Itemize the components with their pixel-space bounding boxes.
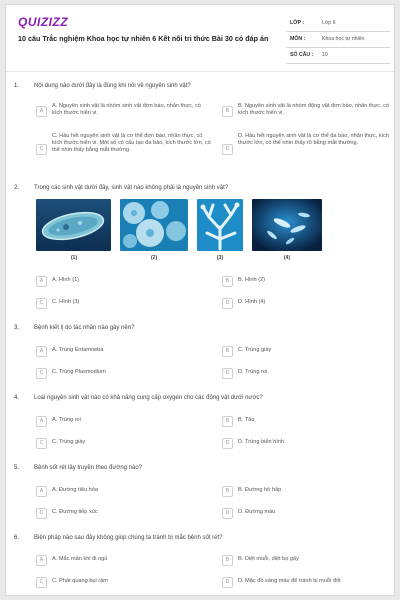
answer-option[interactable]: [36, 485, 208, 498]
answer-option[interactable]: [222, 275, 392, 288]
question-number: 1.: [14, 83, 20, 89]
option-letter-box: C: [36, 438, 47, 449]
question-text: Biện pháp nào sau đây không giúp chúng ta tránh bị mắc bệnh sốt rét?: [34, 535, 223, 541]
answer-option[interactable]: [36, 576, 208, 589]
option-text: C. Trùng giày: [52, 439, 86, 445]
option-text: D. Mặc đồ sáng màu để tránh bị muỗi đốt: [238, 578, 341, 584]
answer-option[interactable]: [36, 297, 208, 310]
question-number: 5.: [14, 465, 20, 471]
meta-key: MÔN :: [286, 31, 320, 47]
question-number: 3.: [14, 325, 20, 331]
answer-option[interactable]: [36, 367, 208, 380]
meta-row-subject: [286, 31, 390, 47]
image-caption: (1): [70, 255, 78, 261]
option-letter-box: D: [222, 298, 233, 309]
answer-option[interactable]: [36, 507, 208, 520]
answer-option[interactable]: [222, 554, 392, 567]
option-text: B. Đường hô hấp: [238, 487, 282, 493]
paramecium-image: [36, 199, 111, 251]
option-letter-box: A: [36, 106, 47, 117]
image-caption: (4): [283, 255, 291, 261]
meta-row-grade: [286, 15, 390, 31]
question-text: Trong các sinh vật dưới đây, sinh vật nào không phải là nguyên sinh vật?: [34, 185, 229, 191]
question-number: 4.: [14, 395, 20, 401]
question-number: 2.: [14, 185, 20, 191]
question-number: 6.: [14, 535, 20, 541]
option-letter-box: B: [222, 346, 233, 357]
option-letter-box: B: [222, 106, 233, 117]
meta-value: Khoa học tự nhiên: [320, 31, 390, 47]
option-letter-box: B: [222, 276, 233, 287]
option-letter-box: A: [36, 555, 47, 566]
option-text: D. Đường máu: [238, 509, 276, 515]
question-text: Nội dung nào dưới đây là đúng khi nói về nguyên sinh vật?: [34, 83, 191, 89]
answer-option[interactable]: [36, 345, 208, 358]
option-text: A. Đường tiêu hóa: [52, 487, 98, 493]
option-text: A. Nguyên sinh vật là nhóm sinh vật đơn bào, nhân thực, có kích thước hiển vi.: [52, 103, 201, 117]
image-caption: (2): [150, 255, 158, 261]
option-letter-box: D: [222, 438, 233, 449]
option-letter-box: D: [222, 368, 233, 379]
option-letter-box: D: [222, 577, 233, 588]
option-text: A. Trùng Entamoeba: [52, 347, 104, 353]
question-text: Loài nguyên sinh vật nào có khả năng cung cấp oxygen cho các động vật dưới nước?: [34, 395, 263, 401]
answer-option[interactable]: [222, 485, 392, 498]
option-letter-box: C: [36, 298, 47, 309]
option-text: B. Diệt muỗi, diệt bọ gậy: [238, 556, 299, 562]
question-text: Bệnh kiết lị do tác nhân nào gây nên?: [34, 325, 135, 331]
worksheet-title: 10 câu Trắc nghiệm Khoa học tự nhiên 6 Kết nối tri thức Bài 30 có đáp án: [18, 34, 269, 43]
cells-image: [120, 199, 188, 251]
answer-option[interactable]: [222, 507, 392, 520]
quizizz-logo: QUIZIZZ: [18, 15, 69, 29]
answer-option[interactable]: [36, 275, 208, 288]
answer-option[interactable]: [222, 576, 392, 589]
meta-value: Lớp 6: [320, 15, 390, 31]
answer-option[interactable]: [222, 297, 392, 310]
option-letter-box: B: [222, 486, 233, 497]
answer-option[interactable]: [222, 437, 392, 450]
option-letter-box: B: [222, 416, 233, 427]
worksheet-page: [5, 4, 395, 596]
option-text: D. Hình (4): [238, 299, 266, 305]
option-text: C. Hầu hết nguyên sinh vật là cơ thể đơn bào, nhân thực, có kích thước hiển vi. Một số có cấu tạo đa bào, kích thước lớn, có thể nhìn thấy bằng mắt thường.: [52, 133, 211, 154]
protozoa-image: [252, 199, 322, 251]
option-text: B. Nguyên sinh vật là nhóm động vật đơn bào, nhân thực, có kích thước hiển vi.: [238, 103, 390, 117]
option-text: C. Đường tiếp xúc: [52, 509, 98, 515]
option-text: C. Trùng Plasmodium: [52, 369, 106, 375]
option-letter-box: A: [36, 486, 47, 497]
option-letter-box: A: [36, 276, 47, 287]
meta-key: SỐ CÂU :: [286, 47, 320, 63]
question-text: Bệnh sốt rét lây truyền theo đường nào?: [34, 465, 143, 471]
meta-key: LỚP :: [286, 15, 320, 31]
option-letter-box: C: [36, 577, 47, 588]
header-divider: [6, 71, 395, 72]
option-text: A. Trùng roi: [52, 417, 81, 423]
answer-option[interactable]: [222, 415, 392, 428]
meta-row-count: [286, 47, 390, 63]
option-text: A. Hình (1): [52, 277, 80, 283]
option-text: C. Trùng giày: [238, 347, 272, 353]
worksheet-meta-table: [286, 15, 390, 64]
option-text: D. Trùng roi: [238, 369, 268, 375]
answer-option[interactable]: [222, 367, 392, 380]
option-letter-box: A: [36, 416, 47, 427]
option-text: B. Tảo: [238, 417, 255, 423]
answer-option[interactable]: [36, 437, 208, 450]
image-caption: (3): [216, 255, 224, 261]
option-text: C. Phát quang bụi rậm: [52, 578, 108, 584]
option-letter-box: C: [36, 144, 47, 155]
option-letter-box: D: [222, 144, 233, 155]
option-text: A. Mắc màn khi đi ngủ: [52, 556, 108, 562]
answer-option[interactable]: [222, 345, 392, 358]
option-letter-box: D: [222, 508, 233, 519]
option-text: D. Trùng biến hình: [238, 439, 285, 445]
option-letter-box: C: [36, 508, 47, 519]
coral-image: [197, 199, 243, 251]
meta-value: 10: [320, 47, 390, 63]
answer-option[interactable]: [36, 554, 208, 567]
option-text: B. Hình (2): [238, 277, 266, 283]
option-text: D. Hầu hết nguyên sinh vật là cơ thể đa bào, nhân thực, kích thước lớn, có thể nhìn thấy rõ bằng mắt thường.: [238, 133, 390, 147]
option-letter-box: C: [36, 368, 47, 379]
option-letter-box: A: [36, 346, 47, 357]
option-letter-box: B: [222, 555, 233, 566]
option-text: C. Hình (3): [52, 299, 80, 305]
answer-option[interactable]: [36, 415, 208, 428]
